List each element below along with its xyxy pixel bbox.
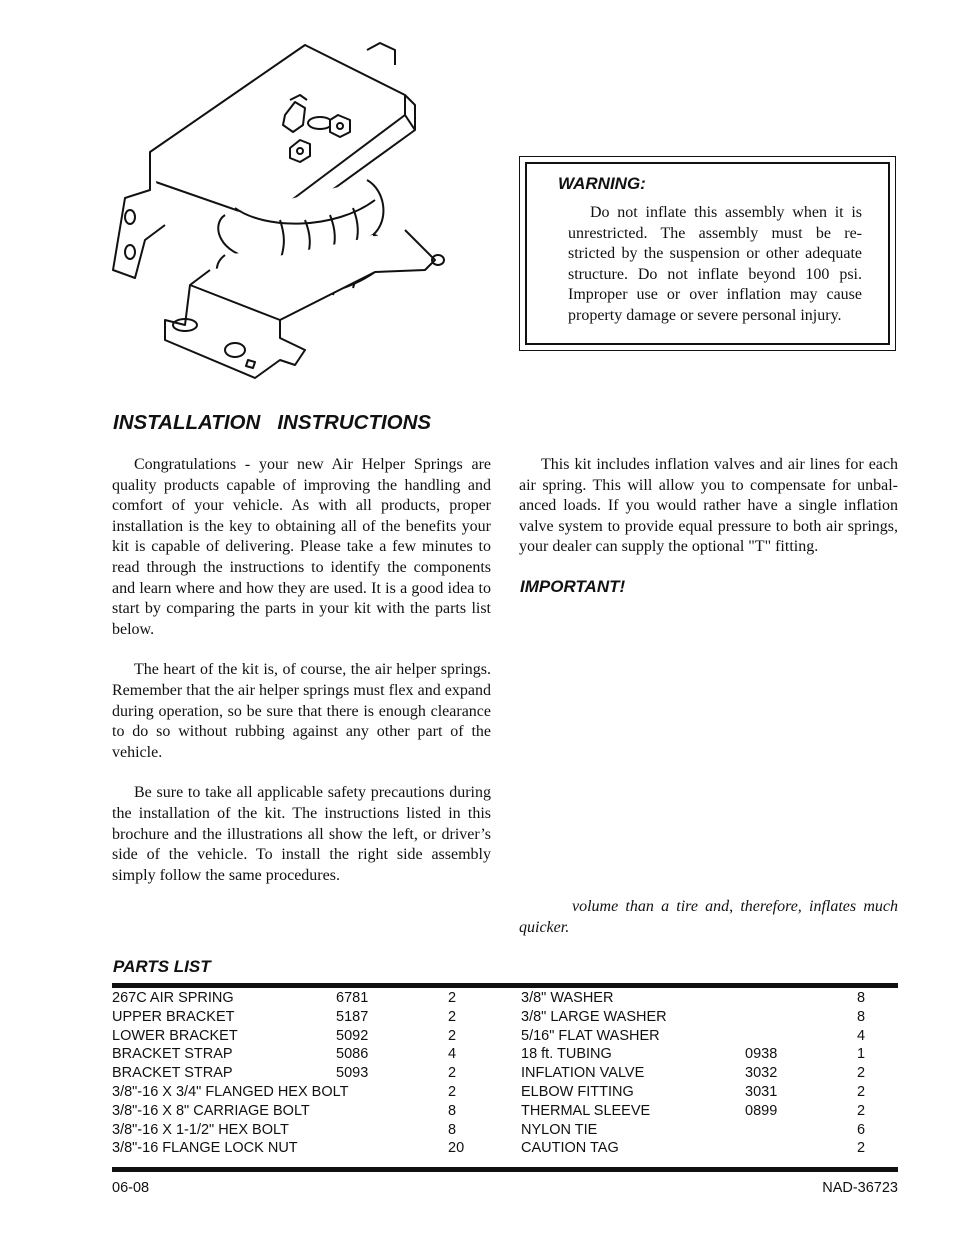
- parts-row: [521, 1102, 871, 1121]
- kit-includes-paragraph: This kit includes inflation valves and air lines for each air spring. This will allow you to compensate for unbal-anced loads. If you would rather have a single inflation valve system to provide equal pressure to both air springs, your dealer can supply the optional "T" fitting.: [519, 456, 898, 556]
- part-number: 3032: [745, 1065, 778, 1082]
- footer-doc-number: NAD-36723: [822, 1180, 898, 1196]
- part-quantity: 2: [857, 1140, 866, 1157]
- part-name: 3/8" WASHER: [521, 990, 614, 1006]
- footer-date: 06-08: [112, 1180, 150, 1196]
- part-number: 0938: [745, 1046, 778, 1063]
- parts-row: [112, 1064, 472, 1083]
- parts-row: [521, 1008, 871, 1027]
- part-name: INFLATION VALVE: [521, 1065, 645, 1082]
- parts-row: [112, 1139, 472, 1158]
- parts-row: [521, 1139, 871, 1158]
- warning-title: WARNING:: [558, 174, 646, 193]
- part-quantity: 2: [448, 1008, 457, 1025]
- left-column: [112, 455, 491, 906]
- part-quantity: 8: [448, 1102, 457, 1119]
- part-number: 5086: [336, 1046, 369, 1063]
- part-name: CAUTION TAG: [521, 1140, 619, 1157]
- part-number: 0899: [745, 1102, 778, 1119]
- intro-paragraph: Congratulations - your new Air Helper Springs are quality products capable of improving the handling and comfort of your vehicle. As with all products, proper installation is the key to obtaining all of the benefits your kit is capable of delivering. Please take a few minutes to read through the instructions to identify the components and learn where and how they are used. It is a good idea to start by comparing the parts in your kit with the parts list below.: [112, 456, 491, 638]
- heart-of-kit-paragraph: The heart of the kit is, of course, the air helper springs. Remember that the air helper springs must flex and expand during operation, so be sure that there is enough clearance to do so without rubbing against any other part of the vehicle.: [112, 661, 491, 761]
- parts-row: [112, 1121, 472, 1140]
- parts-list-bottom-rule: [112, 1167, 898, 1172]
- warning-text: Do not inflate this assembly when it is unrestricted. The assembly must be re-stricted by the suspension or other adequate structure. Do not inflate beyond 100 psi. Improper use or over inflation may cause property damage or severe personal injury.: [568, 204, 862, 324]
- parts-row: [521, 1121, 871, 1140]
- parts-row: [521, 1083, 871, 1102]
- part-name: 3/8"-16 X 3/4" FLANGED HEX BOLT: [112, 1083, 349, 1100]
- page-title: INSTALLATION INSTRUCTIONS: [113, 411, 432, 434]
- parts-row: [521, 1064, 871, 1083]
- parts-list-heading: PARTS LIST: [113, 957, 211, 976]
- part-name: 3/8"-16 X 8" CARRIAGE BOLT: [112, 1102, 310, 1119]
- part-quantity: 2: [448, 1083, 457, 1100]
- part-quantity: 6: [857, 1121, 866, 1138]
- parts-list-top-rule: [112, 983, 898, 988]
- important-heading: IMPORTANT!: [520, 577, 626, 596]
- safety-paragraph: Be sure to take all applicable safety precautions during the installation of the kit. The instructions listed in this brochure and the illustrations all show the left, or driver’s side of the vehicle. To install the right side assembly simply follow the same procedures.: [112, 784, 491, 884]
- part-quantity: 2: [857, 1065, 866, 1082]
- part-number: 3031: [745, 1083, 778, 1100]
- part-quantity: 2: [448, 1065, 457, 1082]
- part-name: 3/8"-16 FLANGE LOCK NUT: [112, 1140, 298, 1157]
- part-quantity: 20: [448, 1140, 465, 1157]
- parts-row: [112, 1102, 472, 1121]
- air-spring-assembly-illustration: [105, 40, 465, 380]
- parts-list-right: [521, 989, 871, 1158]
- warning-box: [519, 156, 896, 351]
- part-quantity: 4: [857, 1027, 866, 1044]
- parts-row: [112, 1045, 472, 1064]
- part-name: ELBOW FITTING: [521, 1083, 634, 1100]
- part-quantity: 1: [857, 1046, 866, 1063]
- part-name: BRACKET STRAP: [112, 1046, 233, 1063]
- parts-row: [112, 1008, 472, 1027]
- part-name: LOWER BRACKET: [112, 1027, 238, 1044]
- part-quantity: 2: [448, 1027, 457, 1044]
- parts-row: [112, 1083, 472, 1102]
- parts-list-left: [112, 989, 472, 1158]
- part-name: 3/8" LARGE WASHER: [521, 1008, 667, 1025]
- part-number: 6781: [336, 990, 369, 1006]
- part-quantity: 2: [448, 990, 457, 1006]
- italic-note: volume than a tire and, therefore, inflates much quicker.: [519, 898, 898, 936]
- part-name: BRACKET STRAP: [112, 1065, 233, 1082]
- part-number: 5092: [336, 1027, 369, 1044]
- part-name: THERMAL SLEEVE: [521, 1102, 651, 1119]
- parts-row: [521, 1045, 871, 1064]
- part-name: NYLON TIE: [521, 1121, 598, 1138]
- part-quantity: 2: [857, 1083, 866, 1100]
- part-name: 267C AIR SPRING: [112, 990, 234, 1006]
- part-name: 18 ft. TUBING: [521, 1046, 612, 1063]
- parts-row: [521, 989, 871, 1008]
- part-name: 3/8"-16 X 1-1/2" HEX BOLT: [112, 1121, 289, 1138]
- part-number: 5093: [336, 1065, 369, 1082]
- part-quantity: 8: [857, 990, 866, 1006]
- parts-row: [521, 1027, 871, 1046]
- part-number: 5187: [336, 1008, 369, 1025]
- part-name: 5/16" FLAT WASHER: [521, 1027, 660, 1044]
- parts-row: [112, 989, 472, 1008]
- part-name: UPPER BRACKET: [112, 1008, 235, 1025]
- part-quantity: 8: [448, 1121, 457, 1138]
- part-quantity: 4: [448, 1046, 457, 1063]
- right-column: [519, 455, 898, 578]
- parts-row: [112, 1027, 472, 1046]
- part-quantity: 8: [857, 1008, 866, 1025]
- part-quantity: 2: [857, 1102, 866, 1119]
